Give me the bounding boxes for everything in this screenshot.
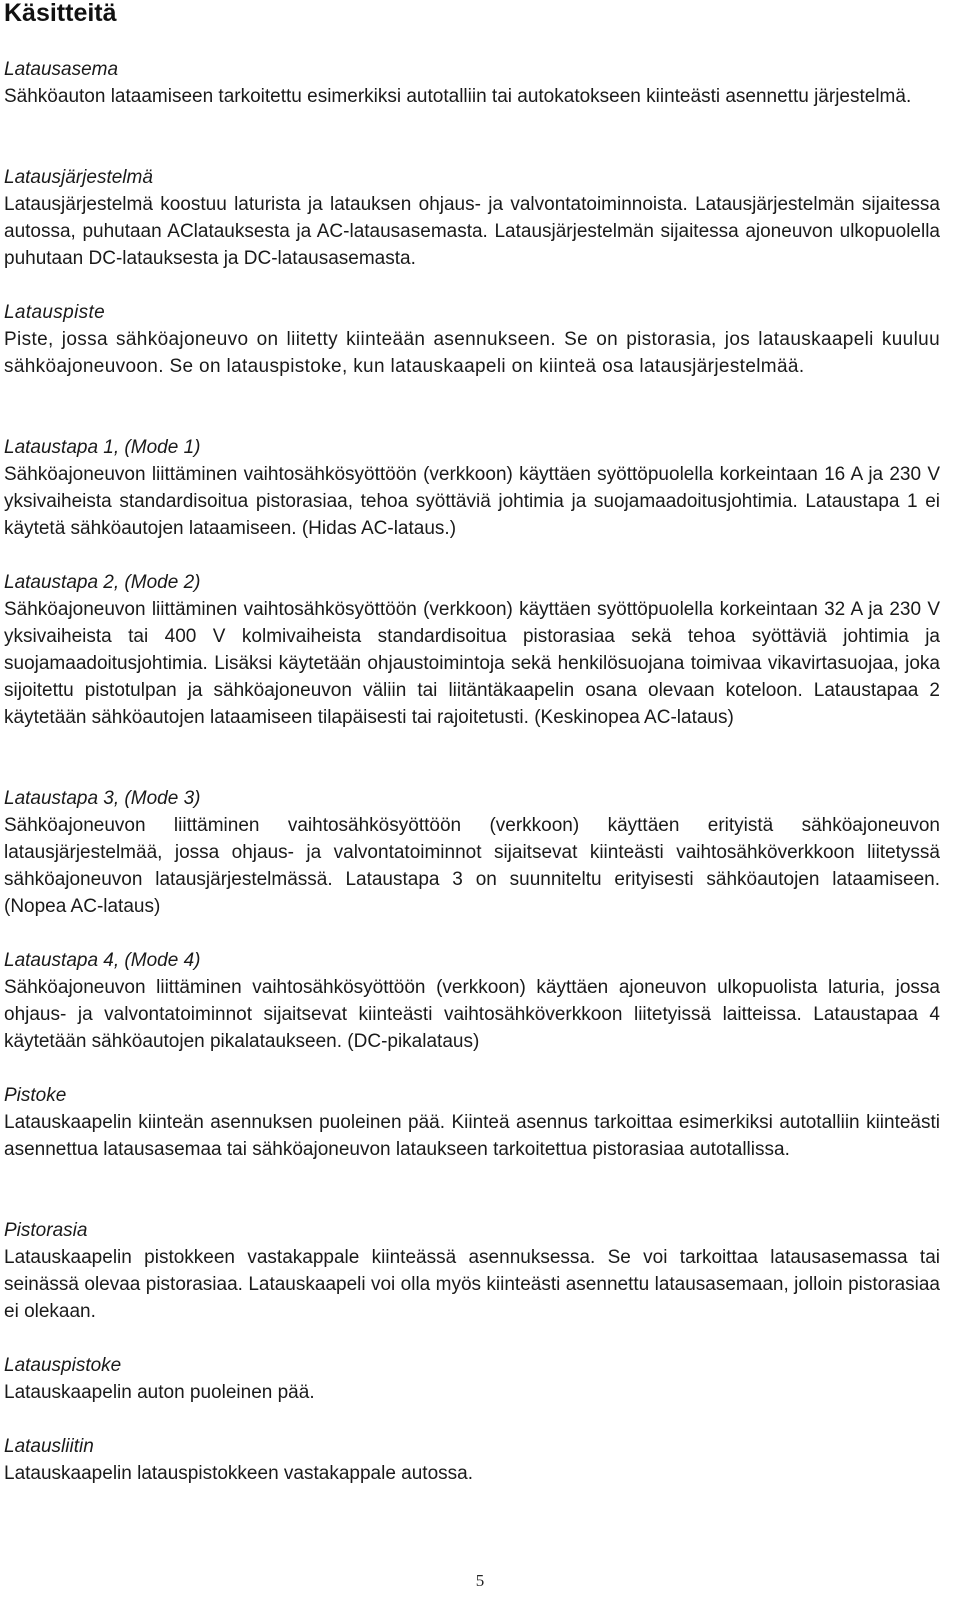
term: Latausjärjestelmä	[4, 167, 153, 188]
term: Pistorasia	[4, 1220, 88, 1241]
definition: Sähköajoneuvon liittäminen vaihtosähkösyöttöön (verkkoon) käyttäen syöttöpuolella korkeintaan 32 A ja 230 V yksivaiheista tai 400 V kolmivaiheista standardisoitua pistorasiaa sekä tehoa syöttäviä johtimia ja suojamaadoitusjohtimia. Lisäksi käytetään ohjaustoimintoja sekä henkilösuojana toimivaa vikavirtasuojaa, joka sijoitettu pistotulpan ja sähköajoneuvon väliin tai liitäntäkaapelin osana olevaan koteloon. Lataustapaa 2 käytetään sähköautojen lataamiseen tilapäisesti tai rajoitetusti. (Keskinopea AC-lataus)	[4, 599, 940, 728]
entry-latausliitin	[4, 1433, 940, 1487]
definition: Sähköajoneuvon liittäminen vaihtosähkösyöttöön (verkkoon) käyttäen syöttöpuolella korkeintaan 16 A ja 230 V yksivaiheista standardisoitua pistorasiaa, tehoa syöttäviä johtimia ja suojamaadoitusjohtimia. Lataustapa 1 ei käytetä sähköautojen lataamiseen. (Hidas AC-lataus.)	[4, 464, 940, 539]
entry-lataustapa-4	[4, 947, 940, 1055]
term: Pistoke	[4, 1085, 67, 1106]
term: Latausasema	[4, 59, 119, 80]
entry-lataustapa-2	[4, 569, 940, 731]
page-number: 5	[475, 1571, 485, 1590]
entry-pistorasia	[4, 1217, 940, 1325]
term: Latausliitin	[4, 1436, 94, 1457]
entry-latausasema	[4, 56, 940, 110]
definition: Latauskaapelin latauspistokkeen vastakappale autossa.	[4, 1463, 473, 1484]
entry-pistoke	[4, 1082, 940, 1163]
definition: Sähköajoneuvon liittäminen vaihtosähkösyöttöön (verkkoon) käyttäen erityistä sähköajoneuvon latausjärjestelmää, jossa ohjaus- ja valvontatoiminnot sijaitsevat kiinteästi vaihtosähköverkkoon liitetyssä sähköajoneuvon latausjärjestelmässä. Lataustapa 3 on suunniteltu erityisesti sähköautojen lataamiseen. (Nopea AC-lataus)	[4, 815, 940, 917]
entry-latauspistoke	[4, 1352, 940, 1406]
page-title: Käsitteitä	[4, 0, 117, 27]
term: Latauspistoke	[4, 1355, 122, 1376]
entry-latauspiste	[4, 299, 940, 380]
definition: Sähköauton lataamiseen tarkoitettu esimerkiksi autotalliin tai autokatokseen kiinteästi asennettu järjestelmä.	[4, 86, 912, 107]
term: Lataustapa 2, (Mode 2)	[4, 572, 201, 593]
definition: Piste, jossa sähköajoneuvo on liitetty kiinteään asennukseen. Se on pistorasia, jos latauskaapeli kuuluu sähköajoneuvoon. Se on latauspistoke, kun latauskaapeli on kiinteä osa latausjärjestelmää.	[4, 329, 940, 377]
term: Lataustapa 1, (Mode 1)	[4, 437, 201, 458]
entry-lataustapa-1	[4, 434, 940, 542]
definition: Sähköajoneuvon liittäminen vaihtosähkösyöttöön (verkkoon) käyttäen ajoneuvon ulkopuolista laturia, jossa ohjaus- ja valvontatoiminnot sijaitsevat kiinteästi vaihtosähköverkkoon liitetyissä laitteissa. Lataustapaa 4 käytetään sähköautojen pikalataukseen. (DC-pikalataus)	[4, 977, 940, 1052]
definition: Latauskaapelin auton puoleinen pää.	[4, 1382, 315, 1403]
term: Latauspiste	[4, 302, 106, 323]
entry-latausjarjestelma	[4, 164, 940, 272]
definition: Latauskaapelin kiinteän asennuksen puoleinen pää. Kiinteä asennus tarkoittaa esimerkiksi autotalliin kiinteästi asennettua latausasemaa tai sähköajoneuvon lataukseen tarkoitettua pistorasiaa autotallissa.	[4, 1112, 940, 1160]
term: Lataustapa 3, (Mode 3)	[4, 788, 201, 809]
definition: Latauskaapelin pistokkeen vastakappale kiinteässä asennuksessa. Se voi tarkoittaa latausasemassa tai seinässä olevaa pistorasiaa. Latauskaapeli voi olla myös kiinteästi asennettu latausasemaan, jolloin pistorasiaa ei olekaan.	[4, 1247, 940, 1322]
definition: Latausjärjestelmä koostuu laturista ja latauksen ohjaus- ja valvontatoiminnoista. Latausjärjestelmän sijaitessa autossa, puhutaan AClatauksesta ja AC-latausasemasta. Latausjärjestelmän sijaitessa ajoneuvon ulkopuolella puhutaan DC-latauksesta ja DC-latausasemasta.	[4, 194, 940, 269]
entry-lataustapa-3	[4, 785, 940, 920]
term: Lataustapa 4, (Mode 4)	[4, 950, 201, 971]
